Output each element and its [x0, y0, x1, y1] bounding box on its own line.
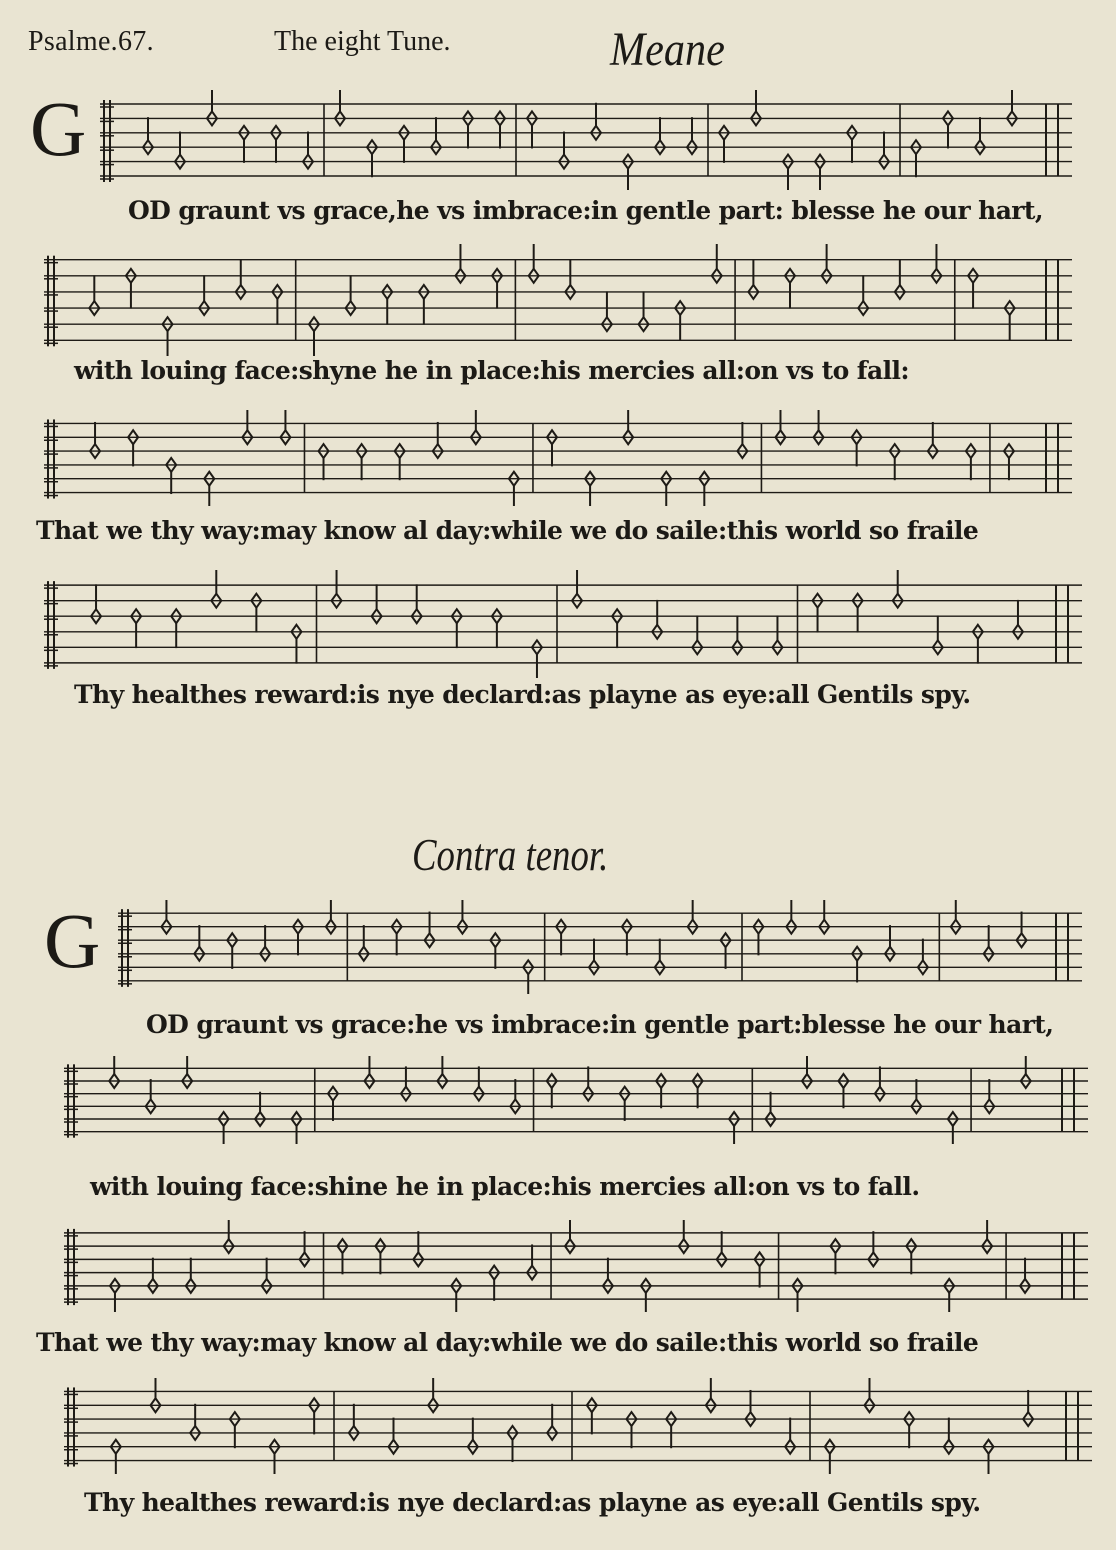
note: [893, 570, 903, 608]
note: [395, 444, 405, 480]
note: [982, 1220, 992, 1253]
note: [975, 117, 985, 154]
note: [270, 1440, 280, 1474]
note: [224, 1220, 234, 1253]
note: [1023, 1390, 1033, 1426]
note: [973, 625, 983, 664]
note: [161, 900, 171, 934]
note: [766, 1092, 776, 1126]
note: [527, 1244, 537, 1279]
note: [255, 1092, 265, 1126]
note: [589, 939, 599, 975]
note: [510, 1079, 520, 1113]
note: [328, 1087, 338, 1121]
note: [748, 259, 758, 299]
note: [772, 615, 782, 654]
part-title-meane: Meane: [610, 23, 725, 76]
staff-contra-3: [56, 1220, 1092, 1312]
note: [847, 126, 857, 163]
note: [875, 1066, 885, 1100]
note: [293, 920, 303, 956]
note: [128, 430, 138, 466]
note: [419, 285, 429, 325]
note: [911, 140, 921, 177]
note: [319, 444, 329, 480]
note: [688, 900, 698, 934]
note: [906, 1239, 916, 1274]
note: [110, 1279, 120, 1312]
note: [944, 1279, 954, 1312]
note: [1004, 444, 1014, 480]
note: [556, 920, 566, 956]
note: [931, 244, 941, 283]
note: [693, 1074, 703, 1108]
note: [326, 900, 336, 934]
note: [236, 259, 246, 299]
note: [729, 1112, 739, 1144]
note: [280, 410, 290, 444]
note: [933, 615, 943, 654]
note: [565, 259, 575, 299]
clef-mark: [44, 419, 58, 498]
note: [585, 472, 595, 506]
note: [90, 422, 100, 458]
note: [508, 1426, 518, 1462]
note: [1017, 912, 1027, 948]
note: [1013, 600, 1023, 639]
note: [437, 1056, 447, 1088]
note: [219, 1112, 229, 1144]
note: [699, 472, 709, 506]
note: [292, 1112, 302, 1144]
note: [399, 126, 409, 163]
end-mark: [1056, 585, 1068, 663]
note: [852, 947, 862, 983]
lyric-contra-1: OD graunt vs grace:he vs imbrace:in gentle part:blesse he our hart,: [146, 1010, 1054, 1039]
note: [194, 925, 204, 961]
note: [148, 1258, 158, 1293]
note: [451, 1279, 461, 1312]
note: [492, 269, 502, 309]
note: [641, 1279, 651, 1312]
note: [186, 1258, 196, 1293]
note: [199, 275, 209, 315]
note: [547, 430, 557, 466]
note: [620, 1087, 630, 1121]
note: [412, 584, 422, 623]
note: [591, 103, 601, 140]
note: [151, 1378, 161, 1412]
note: [627, 1412, 637, 1448]
note: [822, 244, 832, 283]
note: [211, 570, 221, 608]
note: [661, 472, 671, 506]
note: [712, 244, 722, 283]
note: [565, 1220, 575, 1253]
note: [433, 422, 443, 458]
note: [815, 155, 825, 190]
note: [890, 444, 900, 480]
note: [463, 111, 473, 148]
lyric-meane-4: Thy healthes reward:is nye declard:as playne as eye:all Gentils spy.: [74, 680, 971, 709]
note: [111, 1440, 121, 1474]
note: [401, 1066, 411, 1100]
note: [746, 1390, 756, 1426]
note: [509, 472, 519, 506]
note: [364, 1056, 374, 1088]
note: [911, 1079, 921, 1113]
note: [489, 1266, 499, 1301]
note: [471, 410, 481, 444]
note: [719, 126, 729, 163]
note: [904, 1412, 914, 1448]
note: [717, 1231, 727, 1266]
note: [587, 1398, 597, 1434]
note: [428, 1378, 438, 1412]
note: [337, 1239, 347, 1274]
note: [603, 1258, 613, 1293]
psalm-number: Psalme.67.: [28, 26, 154, 57]
note: [830, 1239, 840, 1274]
note: [656, 1074, 666, 1108]
note: [89, 275, 99, 315]
note: [303, 132, 313, 169]
clef-mark: [64, 1387, 78, 1466]
note: [814, 410, 824, 444]
note: [602, 291, 612, 331]
note: [853, 594, 863, 633]
note: [357, 444, 367, 480]
note: [706, 1378, 716, 1412]
clef-mark: [44, 256, 58, 347]
note: [452, 609, 462, 648]
note: [819, 900, 829, 934]
end-mark: [1062, 1068, 1074, 1131]
note: [227, 933, 237, 969]
note: [879, 132, 889, 169]
note: [612, 609, 622, 648]
note: [529, 244, 539, 283]
note: [109, 1056, 119, 1088]
staff-meane-1: [92, 90, 1076, 190]
note: [190, 1404, 200, 1440]
note: [251, 594, 261, 633]
initial-letter-meane: G: [30, 85, 87, 172]
end-mark: [1046, 260, 1058, 341]
lyric-meane-2: with louing face:shyne he in place:his mercies all:on vs to fall:: [74, 356, 909, 385]
note: [143, 117, 153, 154]
note: [737, 422, 747, 458]
end-mark: [1046, 104, 1058, 176]
note: [163, 317, 173, 356]
note: [182, 1056, 192, 1088]
note: [802, 1056, 812, 1088]
note: [968, 269, 978, 309]
note: [204, 472, 214, 506]
note: [732, 615, 742, 654]
note: [984, 1440, 994, 1474]
clef-mark: [64, 1064, 78, 1137]
staff-contra-1: [110, 900, 1086, 994]
note: [367, 140, 377, 177]
lyric-contra-3: That we thy way:may know al day:while we do saile:this world so fraile: [36, 1328, 979, 1357]
note: [813, 594, 823, 633]
note: [495, 111, 505, 148]
note: [230, 1412, 240, 1448]
note: [753, 920, 763, 956]
note: [793, 1279, 803, 1312]
note: [455, 244, 465, 283]
note: [375, 1239, 385, 1274]
note: [966, 444, 976, 480]
note: [895, 259, 905, 299]
note: [126, 269, 136, 309]
note: [825, 1440, 835, 1474]
clef-mark: [100, 100, 114, 182]
note: [346, 275, 356, 315]
note: [474, 1066, 484, 1100]
note: [91, 584, 101, 623]
lyric-meane-1: OD graunt vs grace,he vs imbrace:in gentle part: blesse he our hart,: [128, 196, 1043, 225]
note: [207, 90, 217, 125]
lyric-meane-3: That we thy way:may know al day:while we do saile:this world so fraile: [36, 516, 979, 545]
note: [687, 117, 697, 154]
note: [425, 912, 435, 948]
note: [332, 570, 342, 608]
note: [146, 1079, 156, 1113]
note: [1007, 90, 1017, 125]
end-mark: [1066, 1391, 1078, 1460]
note: [523, 960, 533, 994]
note: [349, 1404, 359, 1440]
note: [692, 615, 702, 654]
note: [335, 90, 345, 125]
note: [984, 925, 994, 961]
end-mark: [1046, 423, 1058, 492]
note: [175, 132, 185, 169]
note: [490, 933, 500, 969]
note: [413, 1231, 423, 1266]
note: [1021, 1056, 1031, 1088]
note: [1020, 1258, 1030, 1293]
lyric-contra-4: Thy healthes reward:is nye declard:as playne as eye:all Gentils spy.: [84, 1488, 981, 1517]
note: [239, 126, 249, 163]
initial-letter-contra: G: [44, 897, 101, 984]
note: [559, 132, 569, 169]
note: [666, 1412, 676, 1448]
note: [547, 1404, 557, 1440]
note: [572, 570, 582, 608]
note: [272, 285, 282, 325]
note: [868, 1231, 878, 1266]
note: [262, 1258, 272, 1293]
note: [583, 1066, 593, 1100]
note: [944, 1418, 954, 1454]
note: [943, 111, 953, 148]
note: [721, 933, 731, 969]
note: [547, 1074, 557, 1108]
staff-contra-2: [56, 1056, 1092, 1144]
note: [786, 900, 796, 934]
lyric-contra-2: with louing face:shine he in place:his mercies all:on vs to fall.: [90, 1172, 920, 1201]
staff-meane-4: [36, 570, 1086, 678]
staff-meane-3: [36, 410, 1076, 506]
note: [858, 275, 868, 315]
clef-mark: [64, 1229, 78, 1305]
note: [675, 301, 685, 341]
note: [623, 155, 633, 190]
note: [532, 640, 542, 678]
note: [852, 430, 862, 466]
clef-mark: [44, 581, 58, 669]
note: [242, 410, 252, 444]
note: [984, 1079, 994, 1113]
note: [131, 609, 141, 648]
tune-title: The eight Tune.: [274, 26, 451, 57]
note: [309, 317, 319, 356]
note: [389, 1418, 399, 1454]
staff-meane-2: [36, 244, 1076, 356]
note: [382, 285, 392, 325]
note: [655, 939, 665, 975]
note: [783, 155, 793, 190]
note: [679, 1220, 689, 1253]
clef-mark: [118, 909, 132, 987]
note: [291, 625, 301, 664]
note: [392, 920, 402, 956]
note: [1005, 301, 1015, 341]
note: [527, 111, 537, 148]
note: [885, 925, 895, 961]
note: [918, 939, 928, 975]
note: [372, 584, 382, 623]
note: [359, 925, 369, 961]
note: [751, 90, 761, 125]
note: [457, 900, 467, 934]
note: [622, 920, 632, 956]
note: [468, 1418, 478, 1454]
part-title-contra-tenor: Contra tenor.: [412, 829, 609, 880]
note: [652, 600, 662, 639]
end-mark: [1062, 1233, 1074, 1299]
note: [785, 269, 795, 309]
staff-contra-4: [56, 1378, 1096, 1474]
note: [300, 1231, 310, 1266]
note: [260, 925, 270, 961]
note: [755, 1252, 765, 1287]
note: [775, 410, 785, 444]
note: [492, 609, 502, 648]
note: [785, 1418, 795, 1454]
note: [948, 1112, 958, 1144]
note: [655, 117, 665, 154]
page-header: [28, 22, 1098, 82]
end-mark: [1056, 913, 1068, 981]
note: [271, 126, 281, 163]
note: [951, 900, 961, 934]
note: [928, 422, 938, 458]
note: [838, 1074, 848, 1108]
note: [171, 609, 181, 648]
note: [166, 458, 176, 494]
note: [431, 117, 441, 154]
note: [639, 291, 649, 331]
note: [865, 1378, 875, 1412]
note: [623, 410, 633, 444]
note: [309, 1398, 319, 1434]
